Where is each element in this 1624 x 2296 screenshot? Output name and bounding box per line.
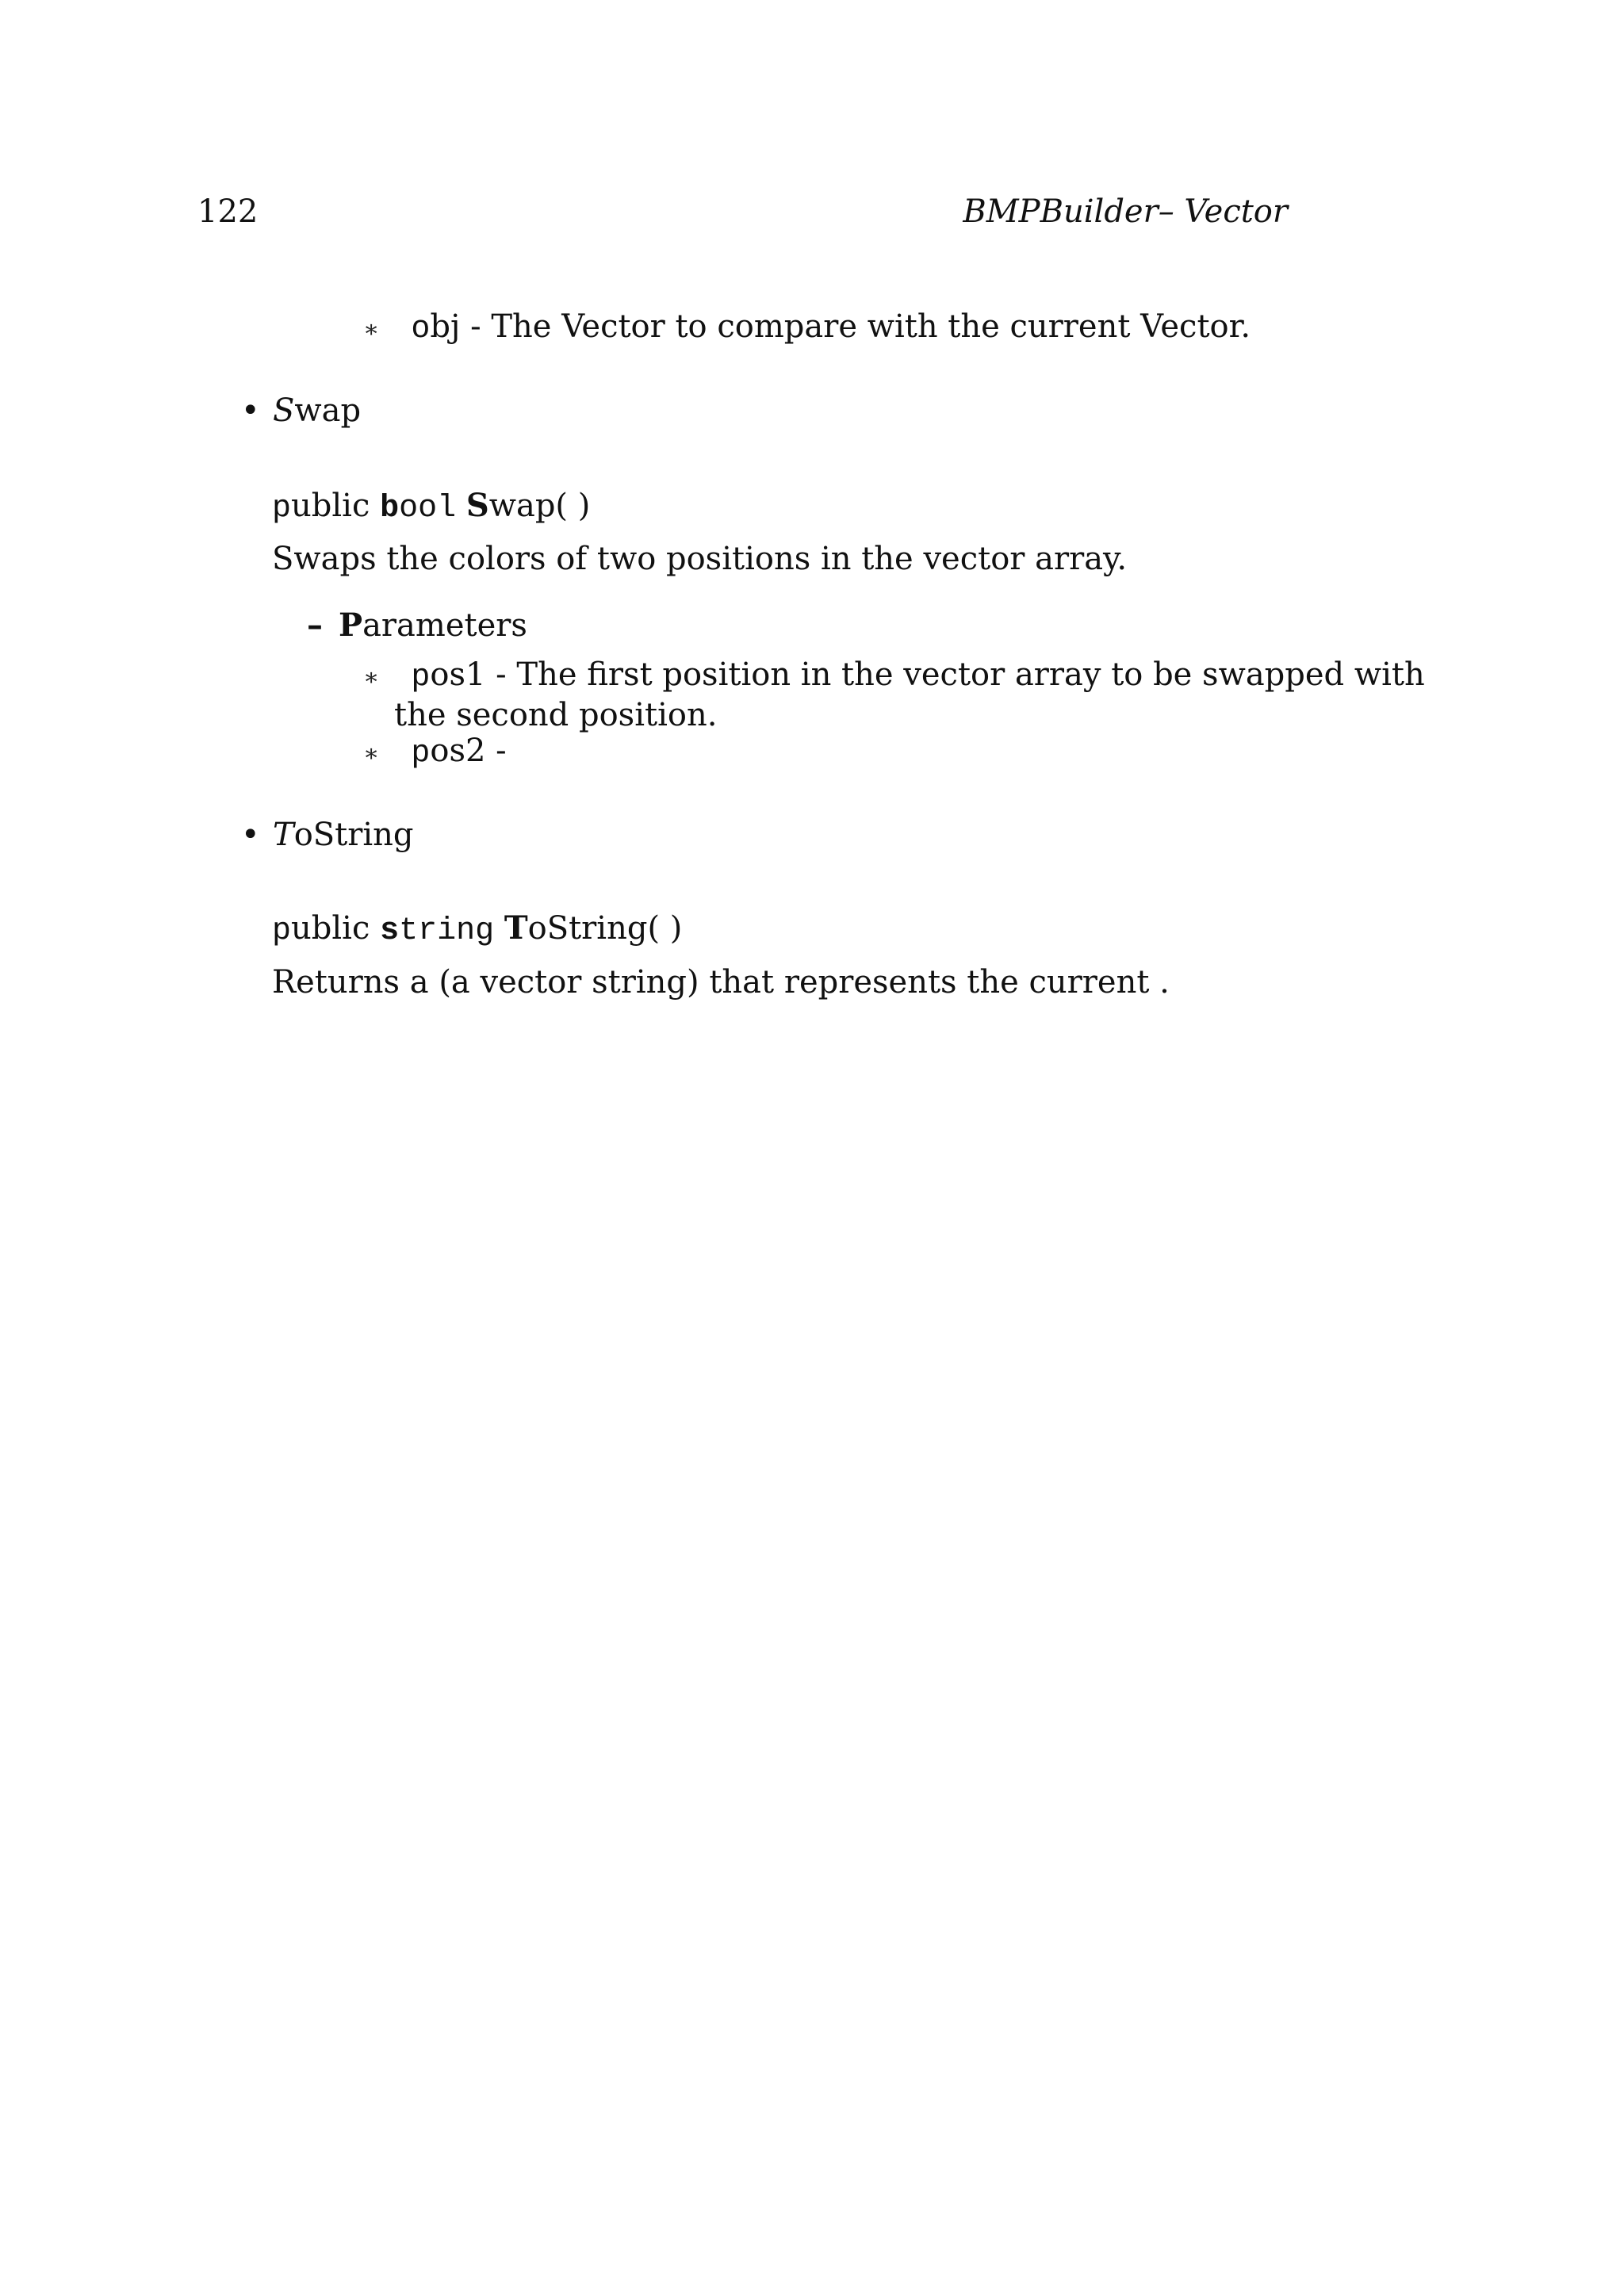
param-marker: ∗ (363, 740, 380, 767)
method-description-swap: Swaps the colors of two positions in the vector array. (272, 541, 1128, 577)
type-initial: b (380, 491, 400, 526)
type-rest: tring (399, 913, 495, 949)
param-pos1-continuation: the second position. (394, 697, 718, 733)
method-name-rest: oString( ) (527, 910, 683, 947)
type-initial: s (380, 913, 400, 949)
param-description: os1 - The first position in the vector array to be swapped with (430, 656, 1425, 693)
dash-marker: – (307, 607, 323, 644)
method-name-rest: wap( ) (488, 488, 591, 524)
parameters-heading (307, 605, 527, 646)
keyword-rest: ublic (291, 488, 370, 524)
param-pos1 (363, 654, 1425, 698)
method-name-initial: S (465, 487, 489, 524)
member-name-rest: wap (294, 392, 362, 429)
param-description: bj - The Vector to compare with the current Vector. (430, 308, 1251, 345)
param-marker: ∗ (363, 316, 380, 343)
param-obj (363, 306, 1251, 350)
heading-rest: arameters (362, 607, 527, 644)
method-name-initial: T (504, 909, 528, 947)
param-description: os2 - (430, 733, 507, 769)
member-heading-tostring (241, 814, 414, 855)
method-description-tostring: Returns a (a vector string) that represents the current . (272, 964, 1170, 1001)
param-name-initial: p (411, 736, 431, 771)
bullet-icon: • (241, 392, 260, 429)
member-name-rest: oString (293, 817, 414, 853)
keyword-initial: p (272, 913, 292, 949)
method-signature-tostring (272, 908, 682, 952)
bullet-icon: • (241, 817, 260, 853)
method-signature-swap (272, 485, 590, 530)
param-name-initial: o (411, 312, 431, 347)
member-heading-swap (241, 390, 361, 431)
param-marker: ∗ (363, 664, 380, 691)
keyword-initial: p (272, 491, 292, 526)
member-name-initial: S (273, 392, 295, 429)
running-header: BMPBuilder– Vector (963, 193, 1288, 230)
param-name-initial: p (411, 660, 431, 695)
member-name-initial: T (273, 817, 294, 853)
keyword-rest: ublic (291, 910, 370, 947)
page-number: 122 (197, 193, 259, 230)
type-rest: ool (399, 491, 457, 526)
param-pos2 (363, 730, 507, 775)
heading-initial: P (339, 607, 363, 644)
